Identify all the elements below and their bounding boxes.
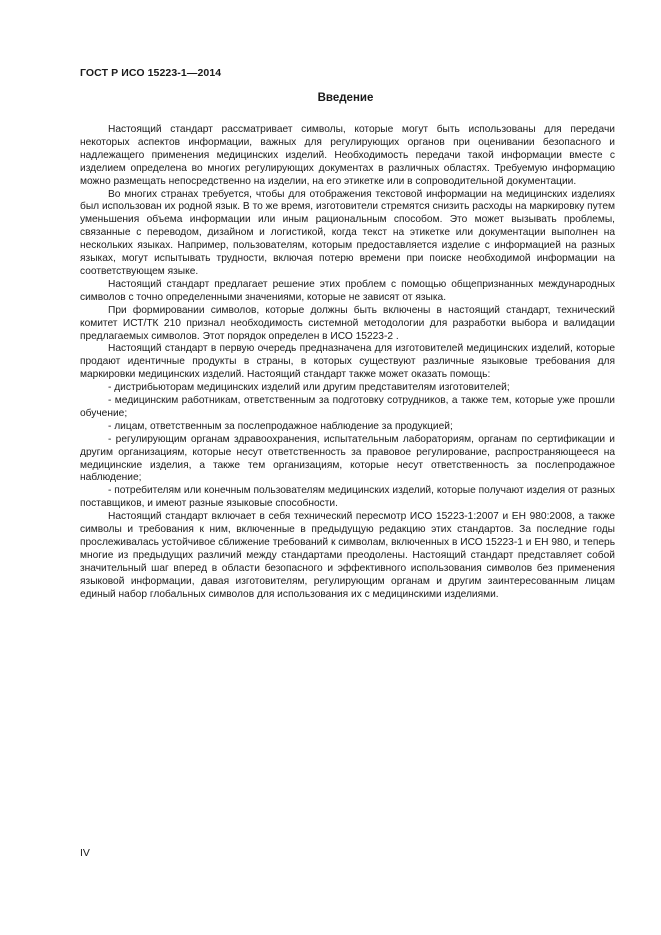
paragraph: Настоящий стандарт в первую очередь предназначена для изготовителей медицинских изделий, которые продают идентичные продукты в страны, в которых существуют различные языковые требования для маркировки медицинских изделий. Настоящий стандарт также может оказать помощь: xyxy=(80,343,615,381)
section-title: Введение xyxy=(317,92,374,104)
paragraph: При формировании символов, которые должны быть включены в настоящий стандарт, технический комитет ИСТ/ТК 210 признал необходимость системной методологии для разработки выбора и валидации предлагаемых символов. Этот порядок определен в ИСО 15223-2 . xyxy=(80,304,615,342)
list-item: - потребителям или конечным пользователям медицинских изделий, которые получают изделия от разных поставщиков, и имеют разные языковые способности. xyxy=(80,485,615,510)
list-item: - дистрибьюторам медицинских изделий или другим представителям изготовителей; xyxy=(108,382,510,394)
document-body xyxy=(80,124,615,602)
list-item: - медицинским работникам, ответственным за подготовку сотрудников, а также тем, которые уже прошли обучение; xyxy=(80,395,615,419)
paragraph: Настоящий стандарт рассматривает символы, которые могут быть использованы для передачи некоторых аспектов информации, важных для регулирующих органов при оценивании безопасного и надлежащего применения медицинских изделий. Необходимость передачи такой информации вместе с изделием определена во многих регулирующих документах в различных областях. Требуемую информацию можно размещать непосредственно на изделии, на его этикетке или в сопроводительной документации. xyxy=(80,124,615,187)
document-header: ГОСТ Р ИСО 15223-1—2014 xyxy=(80,67,222,79)
paragraph: Настоящий стандарт включает в себя технический пересмотр ИСО 15223-1:2007 и ЕН 980:2008, а также символы и требования к ним, включенные в предыдущую редакцию этих стандартов. За последние годы прослеживалась устойчивое сближение требований к символам, включенных в ИСО 15223-1 и ЕН 980, и теперь многие из предыдущих различий между стандартами преодолены. Настоящий стандарт представляет собой значительный шаг вперед в области безопасного и эффективного использования символов без применения языковой информации, давая изготовителям, регулирующим органам и другим заинтересованным лицам единый набор глобальных символов для использования их с медицинскими изделиями. xyxy=(80,511,615,600)
paragraph: Во многих странах требуется, чтобы для отображения текстовой информации на медицинских изделиях был использован их родной язык. В то же время, изготовители стремятся снизить расходы на маркировку путем уменьшения объема информации или иным рациональным способом. Это может вызывать проблемы, связанные с переводом, дизайном и логистикой, когда текст на этикетке или документации выполнен на нескольких языках. Например, пользователям, которым предоставляется изделие с информацией на разных языках, могут испытывать трудности, включая потерю времени при поиске необходимой информации на соответствующем языке. xyxy=(80,188,615,277)
list-item: - регулирующим органам здравоохранения, испытательным лабораториям, органам по сертификации и другим организациям, которые несут ответственность за правовое регулирование, распространяющееся на медицинские изделия, а также тем организациям, которые несут ответственность за послепродажное наблюдение; xyxy=(80,433,615,484)
page-number: IV xyxy=(80,847,90,859)
paragraph: Настоящий стандарт предлагает решение этих проблем с помощью общепризнанных международных символов с точно определенными значениями, которые не зависят от языка. xyxy=(80,278,615,303)
list-item: - лицам, ответственным за послепродажное наблюдение за продукцией; xyxy=(108,420,453,432)
